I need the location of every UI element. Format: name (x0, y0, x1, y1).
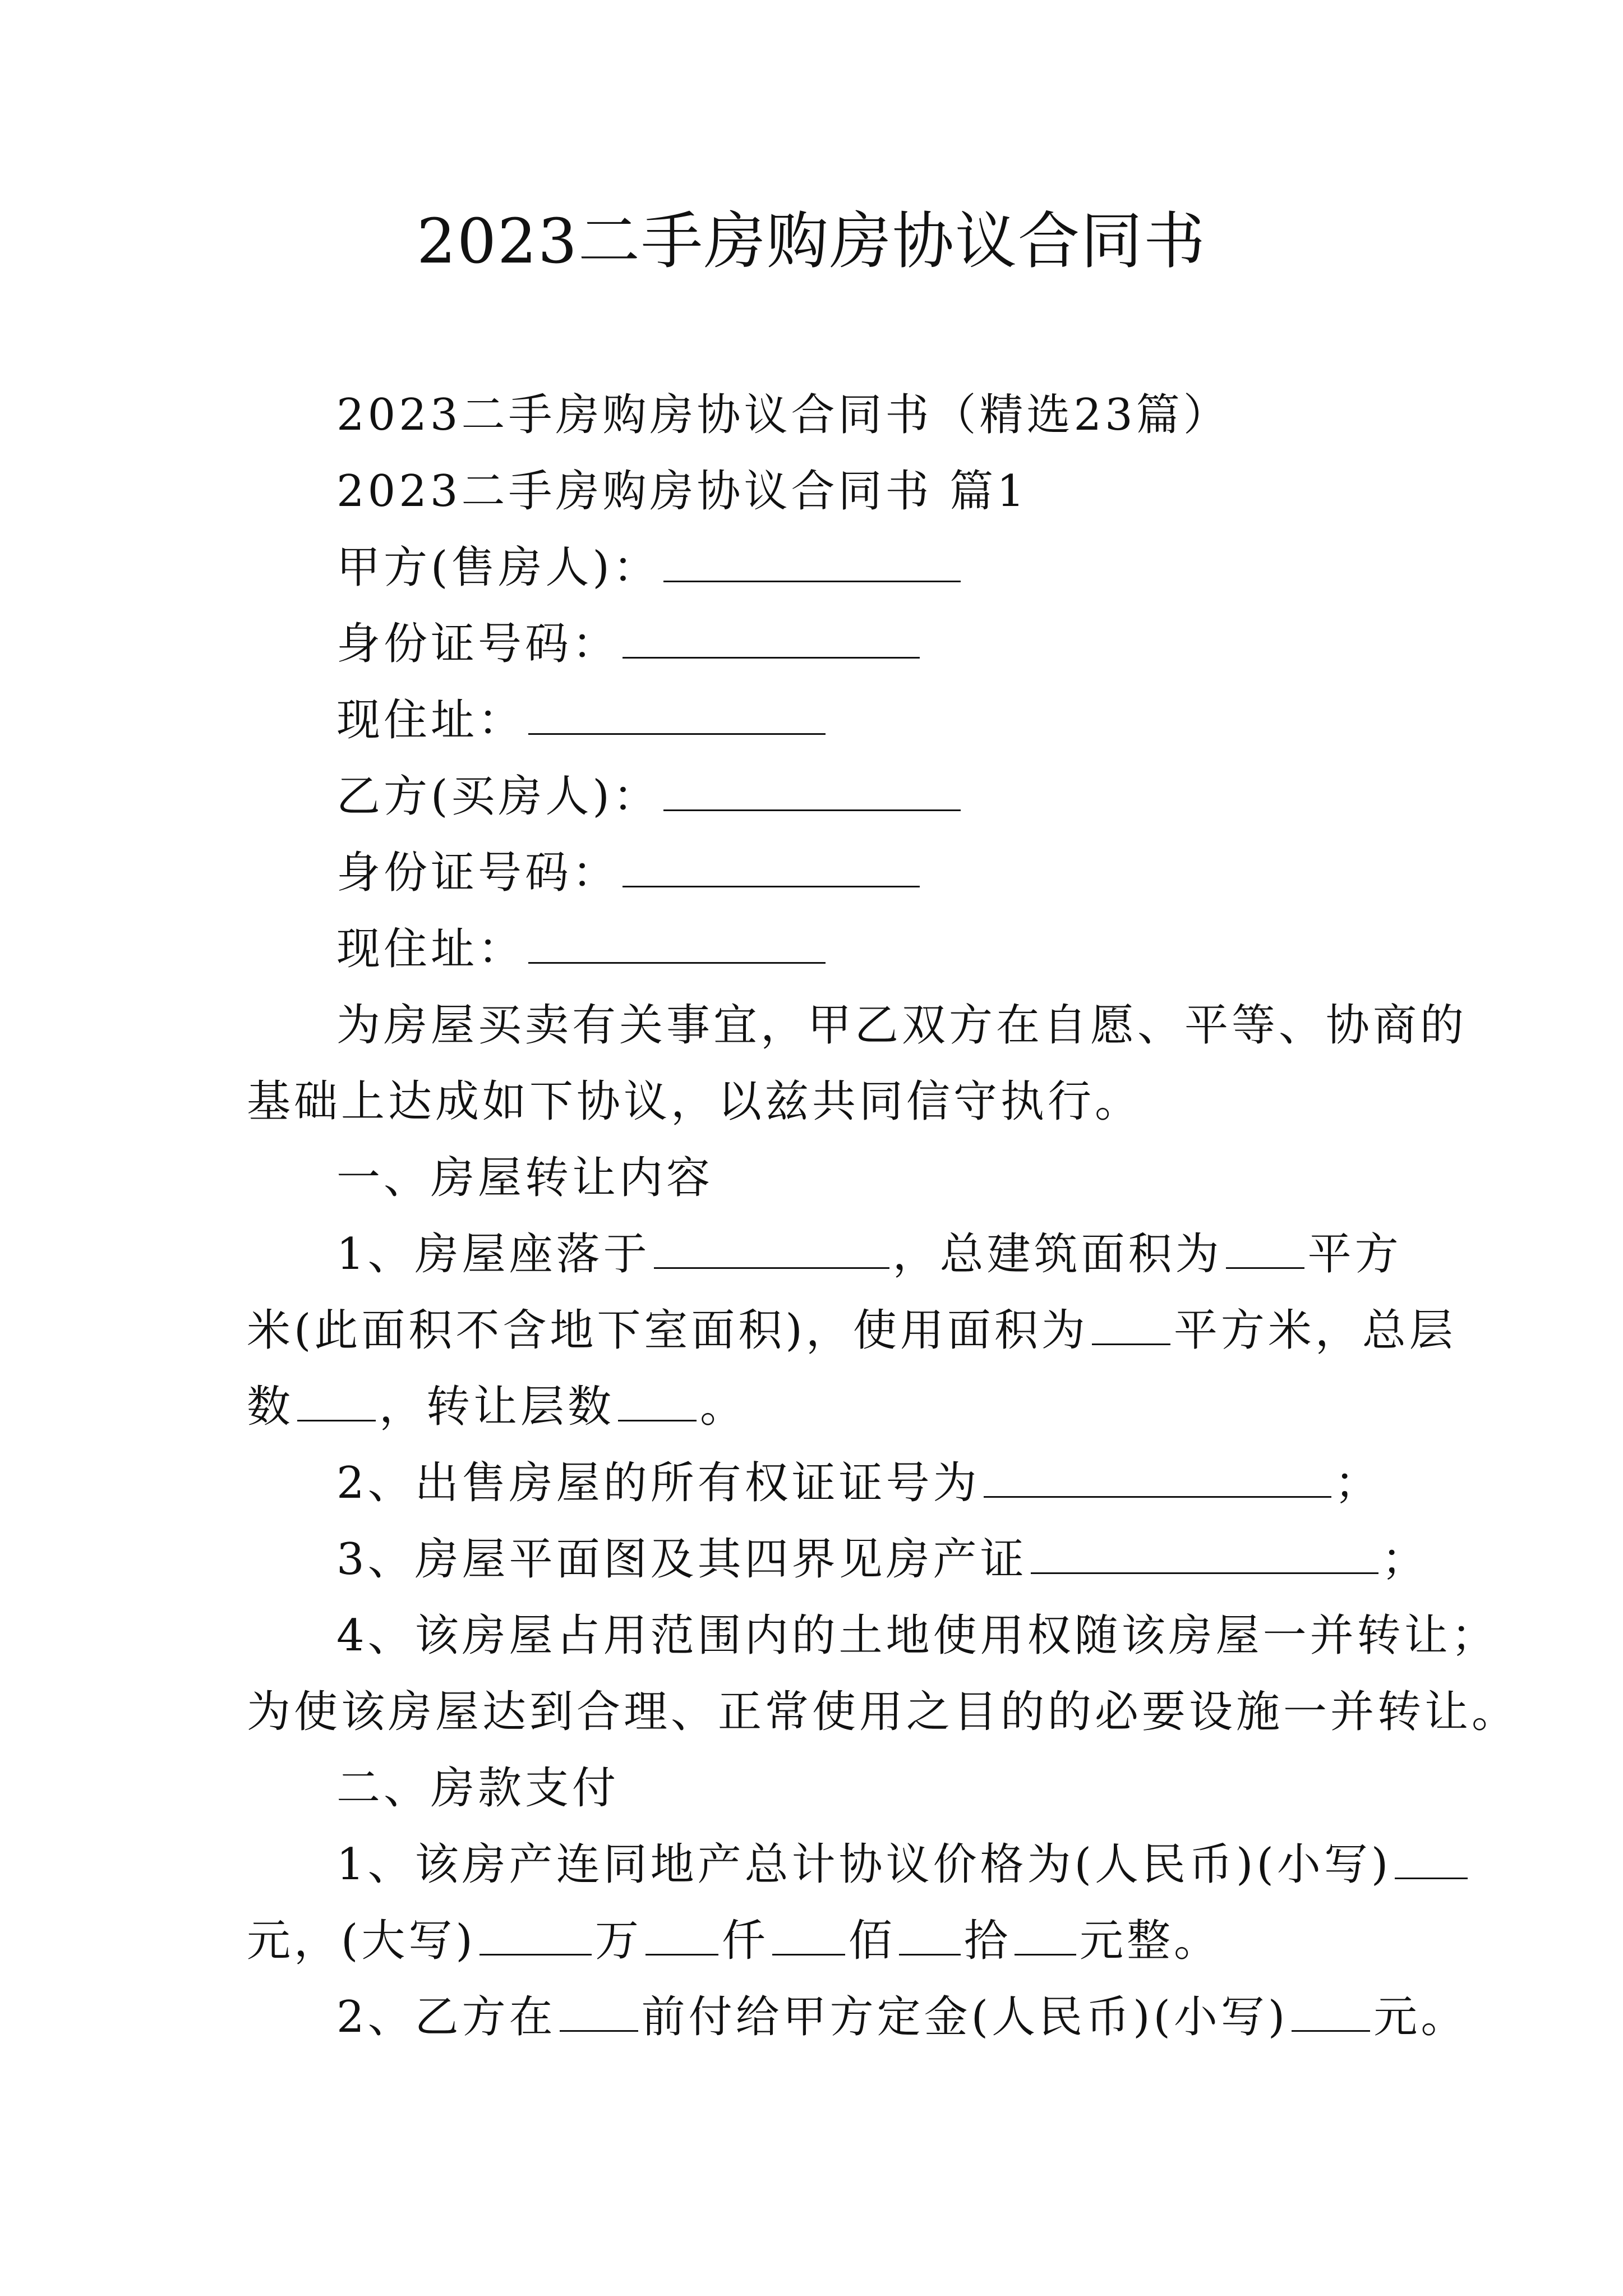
clause-text: 2、乙方在 (336, 1992, 556, 2042)
clause-text: 2、出售房屋的所有权证证号为 (336, 1458, 980, 1508)
price-hundred-field[interactable] (772, 1915, 845, 1955)
clause-text: ； (1381, 1534, 1429, 1585)
price-words-field[interactable] (479, 1915, 592, 1955)
clause-text: 。 (700, 1382, 748, 1432)
clause-3 (336, 1531, 1429, 1588)
deposit-amount-field[interactable] (1292, 1991, 1370, 2032)
price-unit-field[interactable] (1015, 1915, 1076, 1955)
seller-address-line (336, 692, 829, 748)
clause-text: 佰 (848, 1916, 896, 1966)
buyer-address-label: 现住址： (336, 924, 525, 974)
seller-label: 甲方(售房人)： (336, 542, 660, 593)
certificate-number-field[interactable] (984, 1457, 1331, 1498)
buyer-id-field[interactable] (623, 846, 920, 887)
transfer-floors-field[interactable] (618, 1381, 697, 1421)
clause-text: 3、房屋平面图及其四界见房产证 (336, 1534, 1027, 1585)
buyer-line (336, 769, 964, 825)
clause-1-line-3 (247, 1379, 747, 1435)
buyer-id-label: 身份证号码： (336, 848, 620, 898)
clause-text: 元。 (1373, 1992, 1468, 2042)
clause-text: 1、房屋座落于 (336, 1229, 651, 1280)
clause-text: 1、该房产连同地产总计协议价格为(人民币)(小写) (336, 1839, 1392, 1890)
clause-1-line-2 (247, 1303, 1456, 1359)
total-area-field[interactable] (1226, 1228, 1304, 1269)
seller-id-field[interactable] (623, 618, 920, 659)
seller-name-field[interactable] (663, 541, 961, 582)
payment-1-line-2 (247, 1913, 1221, 1969)
seller-address-label: 现住址： (336, 695, 525, 746)
buyer-name-field[interactable] (663, 770, 961, 811)
clause-text: 元整。 (1079, 1916, 1221, 1966)
seller-line (336, 540, 964, 596)
section-heading: 2023二手房购房协议合同书 篇1 (336, 466, 1028, 517)
buyer-id-line (336, 845, 923, 901)
payment-1-line-1 (336, 1837, 1471, 1893)
clause-text: ，转让层数 (379, 1382, 615, 1432)
clause-4-line-1: 4、该房屋占用范围内的土地使用权随该房屋一并转让； (336, 1611, 1498, 1661)
document-title: 2023二手房购房协议合同书 (417, 205, 1206, 277)
clause-text: 平方米，总层 (1173, 1305, 1456, 1356)
buyer-address-line (336, 921, 829, 977)
clause-text: 平方 (1307, 1229, 1402, 1280)
clause-text: 元，(大写) (247, 1916, 476, 1966)
clause-2 (336, 1455, 1382, 1511)
price-numeric-field[interactable] (1395, 1838, 1468, 1879)
usable-area-field[interactable] (1092, 1304, 1170, 1345)
clause-text: 数 (247, 1382, 294, 1432)
seller-address-field[interactable] (528, 694, 826, 735)
section-1-heading: 一、房屋转让内容 (336, 1153, 714, 1203)
location-field[interactable] (654, 1228, 889, 1269)
clause-text: 仟 (721, 1916, 769, 1966)
price-ten-field[interactable] (899, 1915, 961, 1955)
intro-paragraph-line-2: 基础上达成如下协议，以兹共同信守执行。 (247, 1076, 1142, 1127)
clause-text: 米(此面积不含地下室面积)，使用面积为 (247, 1305, 1089, 1356)
seller-id-line (336, 616, 923, 672)
subtitle-line: 2023二手房购房协议合同书（精选23篇） (336, 390, 1230, 440)
clause-1-line-1 (336, 1226, 1402, 1282)
deposit-date-field[interactable] (560, 1991, 638, 2032)
clause-text: ； (1334, 1458, 1382, 1508)
clause-text: 万 (594, 1916, 642, 1966)
section-2-heading: 二、房款支付 (336, 1763, 620, 1814)
total-floors-field[interactable] (297, 1381, 376, 1421)
intro-paragraph-line-1: 为房屋买卖有关事宜，甲乙双方在自愿、平等、协商的 (336, 1000, 1468, 1051)
seller-id-label: 身份证号码： (336, 619, 620, 669)
clause-4-line-2: 为使该房屋达到合理、正常使用之目的的必要设施一并转让。 (247, 1687, 1519, 1737)
clause-text: ，总建筑面积为 (892, 1229, 1223, 1280)
buyer-label: 乙方(买房人)： (336, 771, 660, 822)
floor-plan-field[interactable] (1031, 1533, 1378, 1574)
payment-2 (336, 1989, 1468, 2045)
buyer-address-field[interactable] (528, 923, 826, 964)
price-thousand-field[interactable] (645, 1915, 718, 1955)
clause-text: 拾 (963, 1916, 1011, 1966)
clause-text: 前付给甲方定金(人民币)(小写) (641, 1992, 1289, 2042)
